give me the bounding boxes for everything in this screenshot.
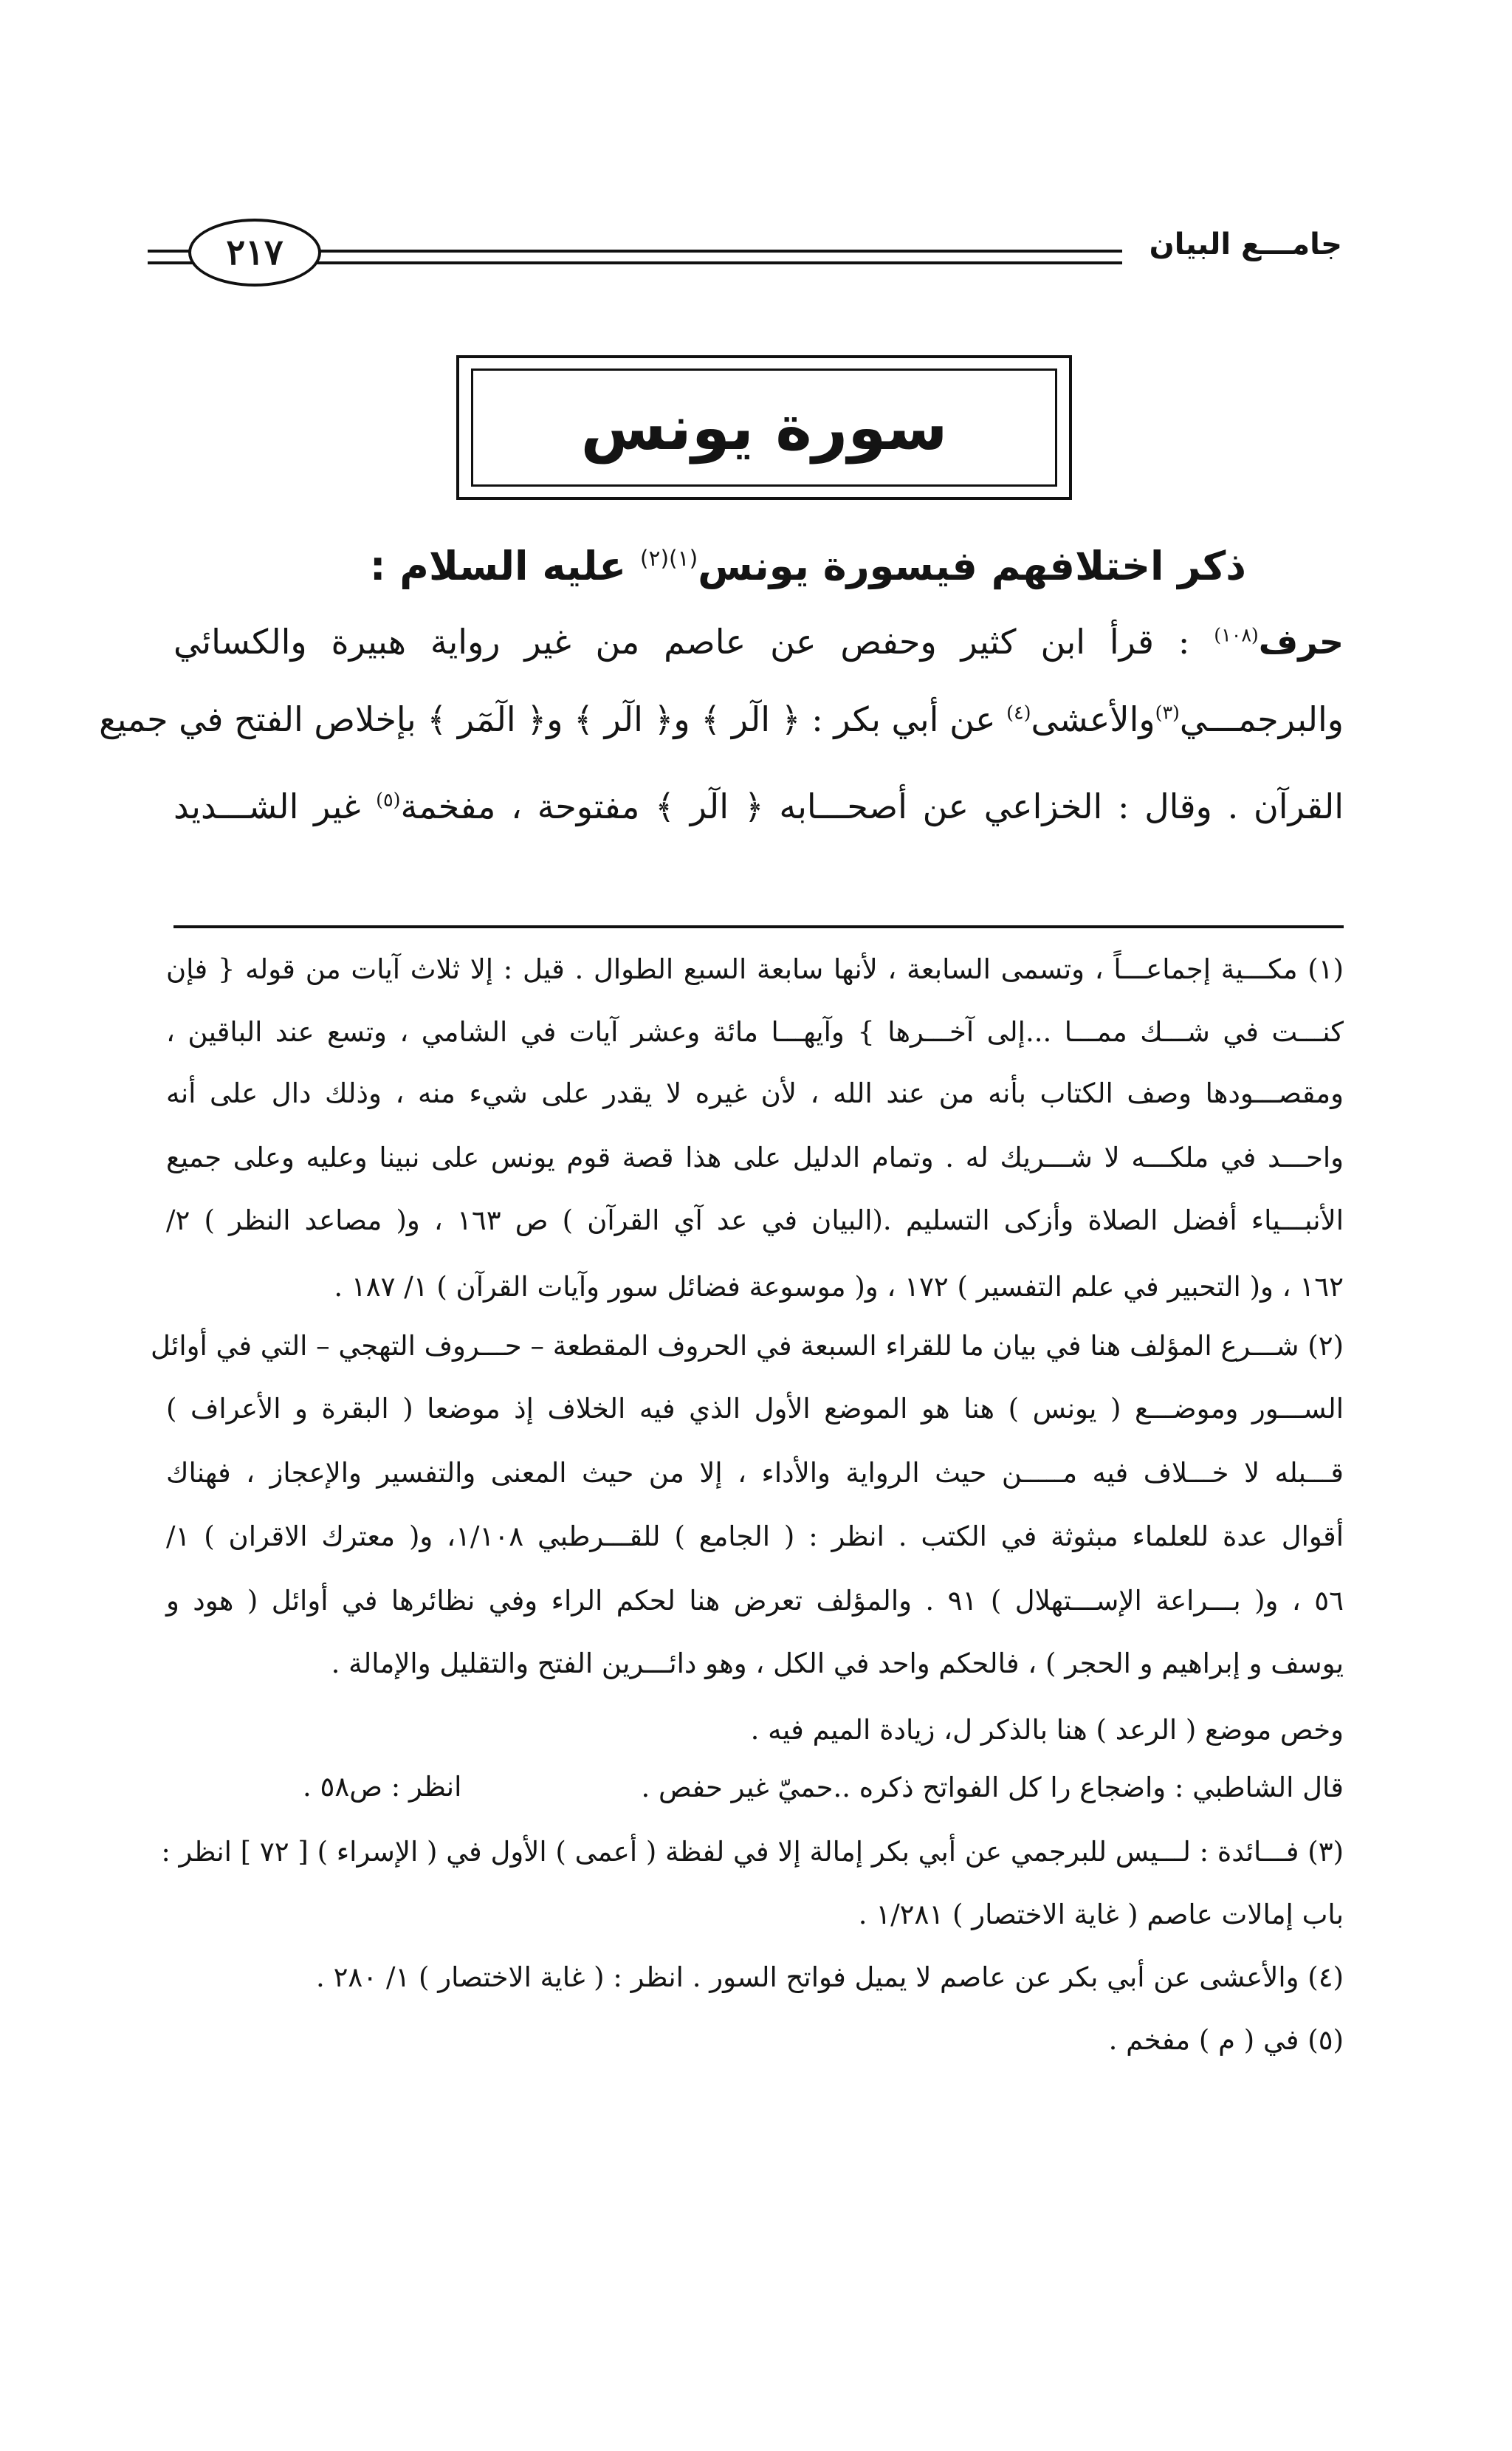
footnote-1-line-2: كنـــت في شـــك ممـــا ...إلى آخـــرها } وآيهـــا مائة وعشر آيات في الشامي ، وتسع عند الباقين ، xyxy=(166,1016,1344,1048)
page-number-oval xyxy=(188,219,321,287)
body-line-3-b: غير الشـــديد xyxy=(173,786,377,826)
body-line-1 xyxy=(173,622,1344,662)
footnote-ref-3: (٣) xyxy=(1155,702,1180,724)
body-line-1-text: : قرأ ابن كثير وحفص عن عاصم من غير رواية هبيرة والكسائي xyxy=(173,622,1214,662)
section-heading-suffix: عليه السلام : xyxy=(369,543,640,589)
footnote-2-line-1: (٢) شـــرع المؤلف هنا في بيان ما للقراء السبعة في الحروف المقطعة – حـــروف التهجي – التي في أوائل xyxy=(151,1330,1344,1362)
footnote-1-line-6: ١٦٢ ، و( التحبير في علم التفسير ) ١٧٢ ، و( موسوعة فضائل سور وآيات القرآن ) ١/ ١٨٧ . xyxy=(334,1271,1344,1303)
footnote-ref-4: (٤) xyxy=(1006,702,1031,724)
footnote-1-line-5: الأنبـــياء أفضل الصلاة وأزكى التسليم .(البيان في عد آي القرآن ) ص ١٦٣ ، و( مصاعد النظر ) ٢/ xyxy=(166,1204,1344,1236)
footnote-2-line-3: قـــبله لا خـــلاف فيه مـــــن حيث الرواية والأداء ، إلا من حيث المعنى والتفسير والإعجاز ، فهناك xyxy=(166,1457,1344,1489)
footnote-5-line-1: (٥) في ( م ) مفخم . xyxy=(1108,2024,1344,2056)
footnote-2-line-4: أقوال عدة للعلماء مبثوثة في الكتب . انظر : ( الجامع ) للقـــرطبي ١/١٠٨، و( معترك الاقران ) ١/ xyxy=(166,1521,1344,1552)
section-heading-text: ذكر اختلافهم فيسورة يونس xyxy=(698,543,1246,589)
footnote-2-line-2: الســـور وموضـــع ( يونس ) هنا هو الموضع الأول الذي فيه الخلاف إذ موضعا ( البقرة و الأعراف ) xyxy=(166,1393,1344,1425)
surah-title: سورة يونس xyxy=(580,391,948,464)
section-heading xyxy=(370,543,1246,589)
footnote-2-line-5: ٥٦ ، و( بـــراعة الإســـتهلال ) ٩١ . والمؤلف تعرض هنا لحكم الراء وفي نظائرها في أوائل ( هود و xyxy=(166,1585,1344,1617)
footnote-3-line-1: (٣) فـــائدة : لـــيس للبرجمي عن أبي بكر إمالة إلا في لفظة ( أعمى ) الأول في ( الإسراء ) [ ٧٢ ] انظر : xyxy=(161,1836,1344,1868)
footnote-2-line-7: وخص موضع ( الرعد ) هنا بالذكر ل، زيادة الميم فيه . xyxy=(750,1714,1344,1746)
body-line-2-c: عن أبي بكر : ﴿ الٓر ﴾ و﴿ الٓر ﴾ و﴿ الٓمٓر ﴾ بإخلاص الفتح في جميع xyxy=(99,699,1007,739)
harf-number: (١٠٨) xyxy=(1214,624,1259,646)
surah-title-inner-frame xyxy=(471,368,1057,487)
body-line-2-b: والأعشى xyxy=(1031,699,1155,739)
footnote-4-line-1: (٤) والأعشى عن أبي بكر عن عاصم لا يميل فواتح السور . انظر : ( غاية الاختصار ) ١/ ٢٨٠ . xyxy=(316,1961,1344,1993)
running-title: جامـــع البيان xyxy=(1149,227,1342,261)
footnote-2-shatibi-verse: قال الشاطبي : واضجاع را كل الفواتح ذكره ..حميّ غير حفص . xyxy=(641,1772,1344,1803)
footnote-1-line-4: واحـــد في ملكـــه لا شـــريك له . وتمام الدليل على هذا قصة قوم يونس على نبينا وعليه وعلى جميع xyxy=(166,1142,1344,1173)
section-heading-refs: (١)(٢) xyxy=(639,546,698,572)
footnote-2-line-6: يوسف و إبراهيم و الحجر ) ، فالحكم واحد في الكل ، وهو دائـــرين الفتح والتقليل والإمالة . xyxy=(331,1648,1344,1679)
surah-title-frame xyxy=(456,355,1072,500)
body-line-2 xyxy=(99,699,1344,740)
page-number: ٢١٧ xyxy=(226,232,284,273)
footnote-1-line-1: (١) مكـــية إجماعـــاً ، وتسمى السابعة ، لأنها سابعة السبع الطوال . قيل : إلا ثلاث آيات من قوله { فإن xyxy=(166,953,1344,985)
body-line-2-a: والبرجمـــي xyxy=(1179,699,1344,739)
footnote-2-page-ref: انظر : ص٥٨ . xyxy=(303,1771,462,1803)
footnote-1-line-3: ومقصـــودها وصف الكتاب بأنه من عند الله ، لأن غيره لا يقدر على شيء منه ، وذلك دال على أنه xyxy=(166,1077,1344,1109)
body-line-3-a: القرآن . وقال : الخزاعي عن أصحـــابه ﴿ الٓر ﴾ مفتوحة ، مفخمة xyxy=(400,786,1344,826)
footnote-ref-5: (٥) xyxy=(376,789,401,811)
body-line-3 xyxy=(173,786,1344,827)
harf-label: حرف xyxy=(1258,622,1344,662)
footnote-3-line-2: باب إمالات عاصم ( غاية الاختصار ) ١/٢٨١ . xyxy=(858,1899,1344,1930)
footnote-separator xyxy=(173,925,1344,928)
